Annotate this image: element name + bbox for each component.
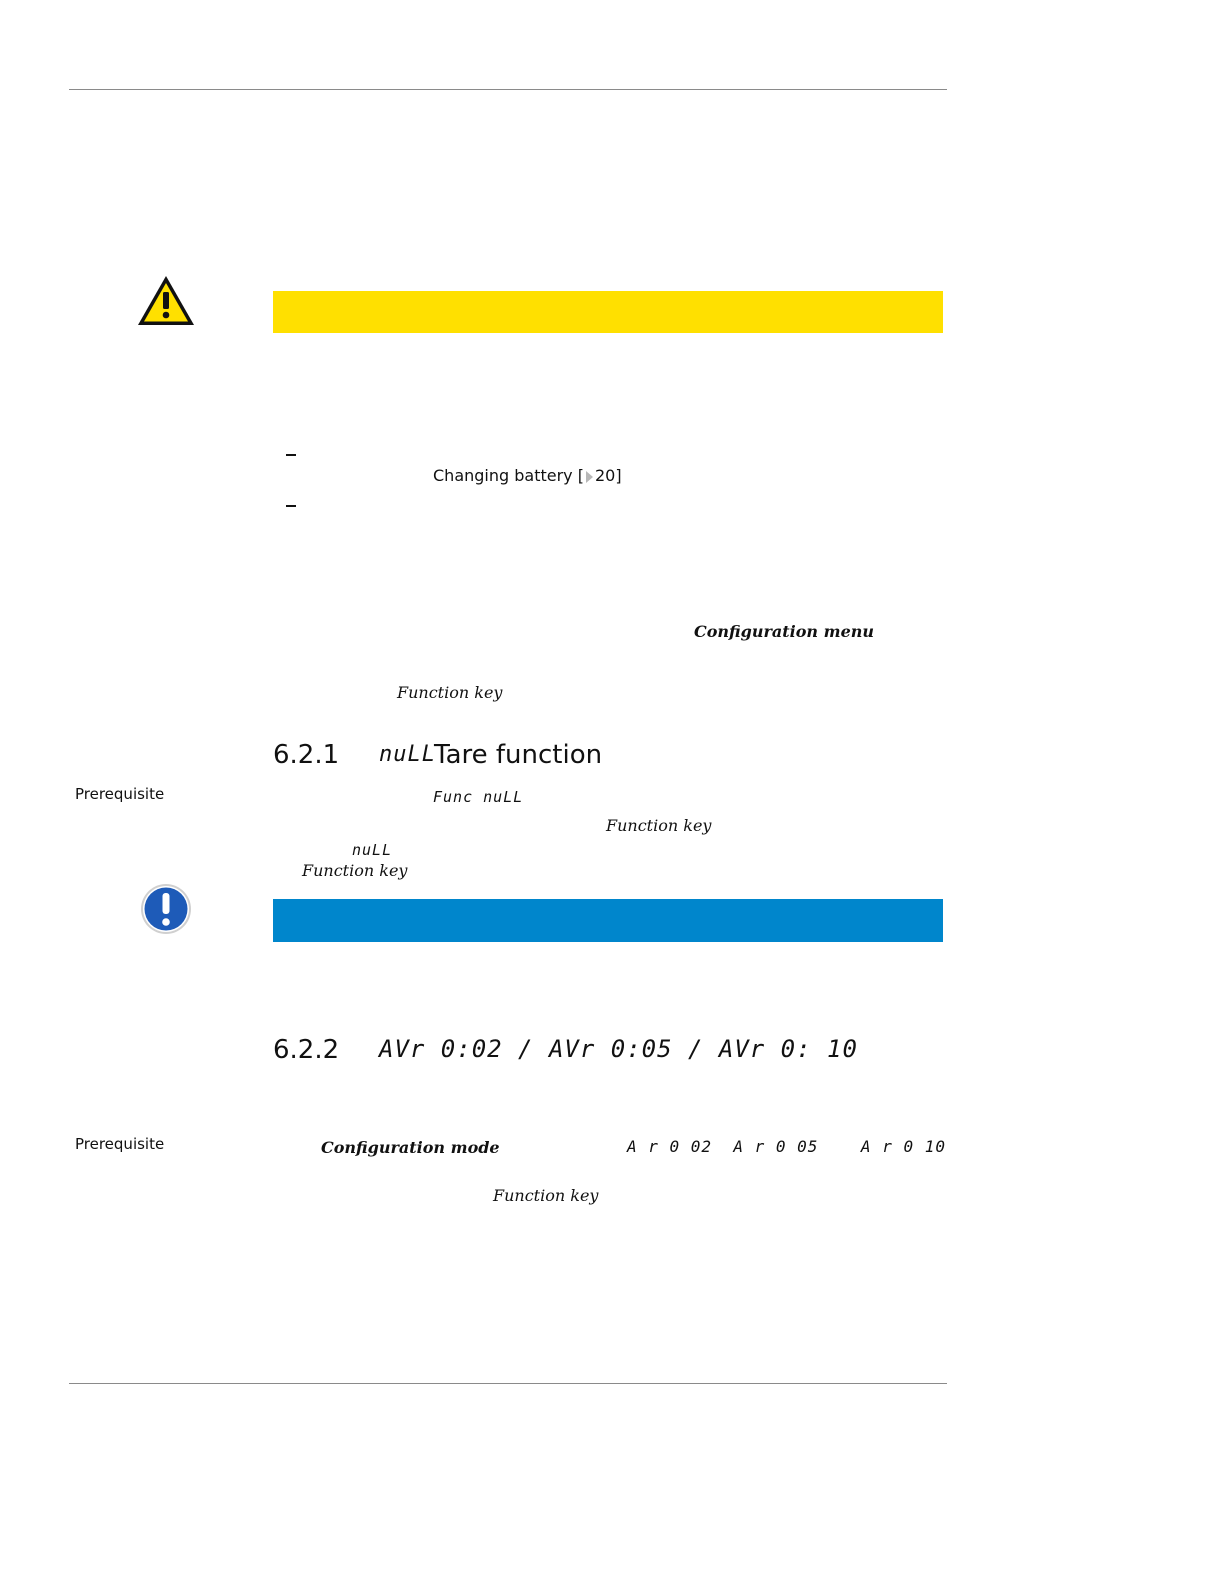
- warning-triangle-icon: [136, 274, 196, 332]
- null-code: nuLL: [352, 841, 393, 859]
- section-heading-622: [273, 1035, 858, 1065]
- section-title: AVr 0:02 / AVr 0:05 / AVr 0: 10: [379, 1035, 858, 1063]
- function-key-ref: Function key: [606, 816, 712, 835]
- notice-banner: [273, 899, 943, 942]
- avr-codes: A r 0 02 A r 0 05 A r 0 10: [627, 1137, 946, 1156]
- footer-rule: [69, 1383, 947, 1384]
- list-bullet: [286, 454, 296, 456]
- battery-link-page: 20]: [594, 466, 622, 485]
- list-bullet: [286, 505, 296, 507]
- prerequisite-label: Prerequisite: [75, 785, 165, 803]
- section-number: 6.2.1: [273, 740, 340, 770]
- header-rule: [69, 89, 947, 90]
- function-key-ref: Function key: [493, 1186, 599, 1205]
- battery-link-text: Changing battery [: [433, 466, 584, 485]
- config-mode-ref: Configuration mode: [321, 1138, 500, 1157]
- display-code: nuLL: [379, 742, 436, 767]
- function-key-ref: Function key: [397, 683, 503, 702]
- config-menu-ref: Configuration menu: [694, 622, 875, 641]
- section-number: 6.2.2: [273, 1035, 340, 1065]
- exclamation-circle-icon: [140, 883, 192, 939]
- warning-banner: [273, 291, 943, 333]
- battery-link[interactable]: [433, 466, 622, 485]
- page-ref-arrow-icon: [586, 471, 593, 483]
- function-key-ref: Function key: [302, 861, 408, 880]
- prerequisite-label: Prerequisite: [75, 1135, 165, 1153]
- section-title: Tare function: [434, 740, 603, 770]
- func-null-code: Func nuLL: [433, 788, 524, 806]
- section-heading-621: [273, 740, 603, 770]
